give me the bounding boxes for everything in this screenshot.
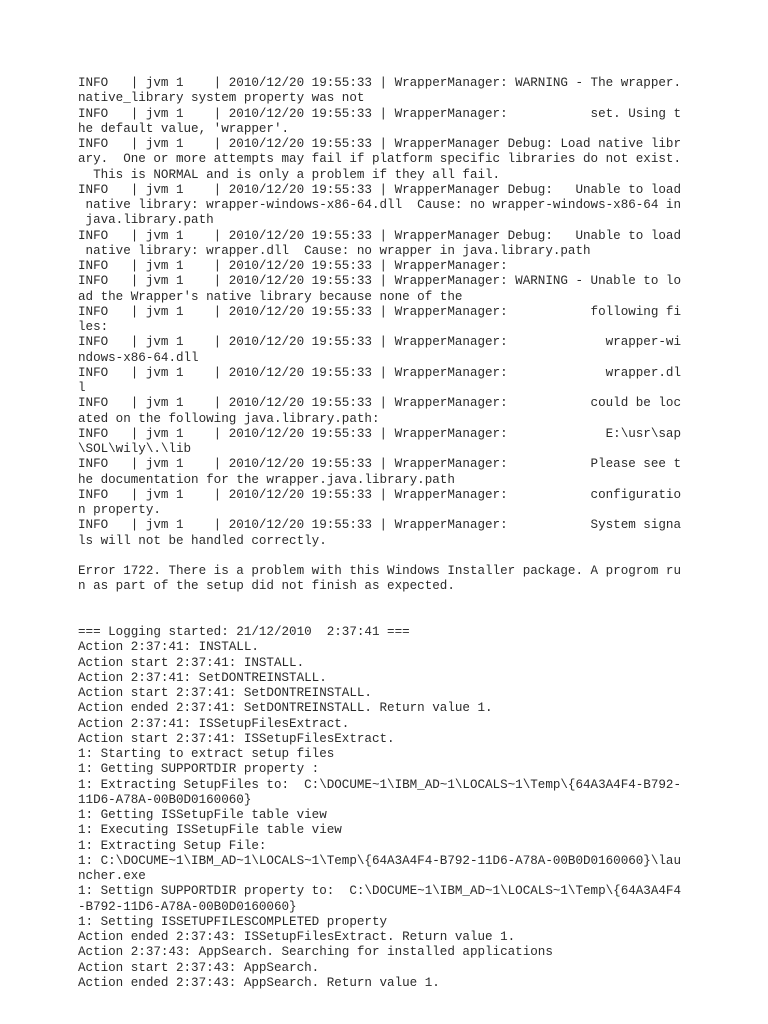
log-line: INFO | jvm 1 | 2010/12/20 19:55:33 | WrapperManager: could be loc <box>78 396 681 411</box>
log-document <box>78 76 692 991</box>
log-line <box>78 549 692 564</box>
log-line: l <box>78 381 86 395</box>
log-line: les: <box>78 320 109 334</box>
log-line: INFO | jvm 1 | 2010/12/20 19:55:33 | WrapperManager: <box>78 259 508 273</box>
log-line: ary. One or more attempts may fail if platform specific libraries do not exist. <box>78 152 681 167</box>
log-line: ndows-x86-64.dll <box>78 350 199 365</box>
log-line: 1: Executing ISSetupFile table view <box>78 823 342 838</box>
log-line: ncher.exe <box>78 869 146 883</box>
log-line: Action start 2:37:41: ISSetupFilesExtract. <box>78 731 395 746</box>
log-line: INFO | jvm 1 | 2010/12/20 19:55:33 | WrapperManager: Please see t <box>78 457 681 472</box>
log-line: INFO | jvm 1 | 2010/12/20 19:55:33 | WrapperManager: set. Using t <box>78 106 681 121</box>
log-line: java.library.path <box>78 213 214 228</box>
log-line: Action 2:37:41: ISSetupFilesExtract. <box>78 716 350 731</box>
log-line: 1: Getting ISSetupFile table view <box>78 808 327 822</box>
log-line: Action ended 2:37:41: SetDONTREINSTALL. Return value 1. <box>78 701 493 716</box>
log-line: 1: Extracting SetupFiles to: C:\DOCUME~1\IBM_AD~1\LOCALS~1\Temp\{64A3A4F4-B792- <box>78 777 681 792</box>
log-line: 1: Starting to extract setup files <box>78 747 335 761</box>
log-line: INFO | jvm 1 | 2010/12/20 19:55:33 | WrapperManager: WARNING - The wrapper. <box>78 76 681 90</box>
log-line: ls will not be handled correctly. <box>78 533 327 548</box>
log-line: n property. <box>78 503 161 517</box>
log-line: n as part of the setup did not finish as expected. <box>78 579 455 594</box>
log-line: INFO | jvm 1 | 2010/12/20 19:55:33 | WrapperManager Debug: Unable to load <box>78 228 681 243</box>
log-line: native library: wrapper.dll Cause: no wrapper in java.library.path <box>78 243 591 258</box>
log-line: INFO | jvm 1 | 2010/12/20 19:55:33 | WrapperManager: wrapper.dl <box>78 365 681 380</box>
log-line <box>78 595 692 610</box>
log-line: Action ended 2:37:43: AppSearch. Return value 1. <box>78 975 440 990</box>
log-line: 1: Setting ISSETUPFILESCOMPLETED property <box>78 914 388 929</box>
log-line: INFO | jvm 1 | 2010/12/20 19:55:33 | WrapperManager: WARNING - Unable to lo <box>78 274 681 289</box>
log-line: INFO | jvm 1 | 2010/12/20 19:55:33 | WrapperManager Debug: Load native libr <box>78 137 681 151</box>
log-line: \SOL\wily\.\lib <box>78 442 192 456</box>
log-line: native library: wrapper-windows-x86-64.dll Cause: no wrapper-windows-x86-64 in <box>78 198 681 212</box>
log-line: ad the Wrapper's native library because none of the <box>78 289 463 304</box>
log-line <box>78 610 692 625</box>
log-line: Action 2:37:41: INSTALL. <box>78 640 259 655</box>
log-line: Action start 2:37:41: INSTALL. <box>78 655 305 670</box>
log-line: INFO | jvm 1 | 2010/12/20 19:55:33 | WrapperManager: configuratio <box>78 487 681 502</box>
log-line: INFO | jvm 1 | 2010/12/20 19:55:33 | WrapperManager: E:\usr\sap <box>78 426 681 441</box>
log-line: INFO | jvm 1 | 2010/12/20 19:55:33 | WrapperManager: wrapper-wi <box>78 335 681 350</box>
log-line: 1: C:\DOCUME~1\IBM_AD~1\LOCALS~1\Temp\{64A3A4F4-B792-11D6-A78A-00B0D0160060}\lau <box>78 853 681 868</box>
log-line: he documentation for the wrapper.java.library.path <box>78 472 455 487</box>
log-line: 1: Settign SUPPORTDIR property to: C:\DOCUME~1\IBM_AD~1\LOCALS~1\Temp\{64A3A4F4 <box>78 884 681 899</box>
log-line: INFO | jvm 1 | 2010/12/20 19:55:33 | WrapperManager Debug: Unable to load <box>78 182 681 197</box>
log-line: 11D6-A78A-00B0D0160060} <box>78 792 252 807</box>
log-line: 1: Getting SUPPORTDIR property : <box>78 762 320 777</box>
log-line: Action ended 2:37:43: ISSetupFilesExtract. Return value 1. <box>78 930 516 944</box>
log-line: Action 2:37:43: AppSearch. Searching for installed applications <box>78 945 553 960</box>
log-line: he default value, 'wrapper'. <box>78 121 290 136</box>
log-line: 1: Extracting Setup File: <box>78 838 267 853</box>
log-line: Action start 2:37:41: SetDONTREINSTALL. <box>78 686 372 700</box>
log-line: Action start 2:37:43: AppSearch. <box>78 960 320 975</box>
log-line: === Logging started: 21/12/2010 2:37:41 === <box>78 625 410 639</box>
log-line: INFO | jvm 1 | 2010/12/20 19:55:33 | WrapperManager: System signa <box>78 518 681 533</box>
log-line: native_library system property was not <box>78 91 365 106</box>
log-line: Error 1722. There is a problem with this Windows Installer package. A progrom ru <box>78 564 681 578</box>
log-line: Action 2:37:41: SetDONTREINSTALL. <box>78 670 327 685</box>
log-line: INFO | jvm 1 | 2010/12/20 19:55:33 | WrapperManager: following fi <box>78 304 681 319</box>
log-line: ated on the following java.library.path: <box>78 411 380 426</box>
log-line: This is NORMAL and is only a problem if they all fail. <box>78 167 501 182</box>
log-line: -B792-11D6-A78A-00B0D0160060} <box>78 899 297 914</box>
